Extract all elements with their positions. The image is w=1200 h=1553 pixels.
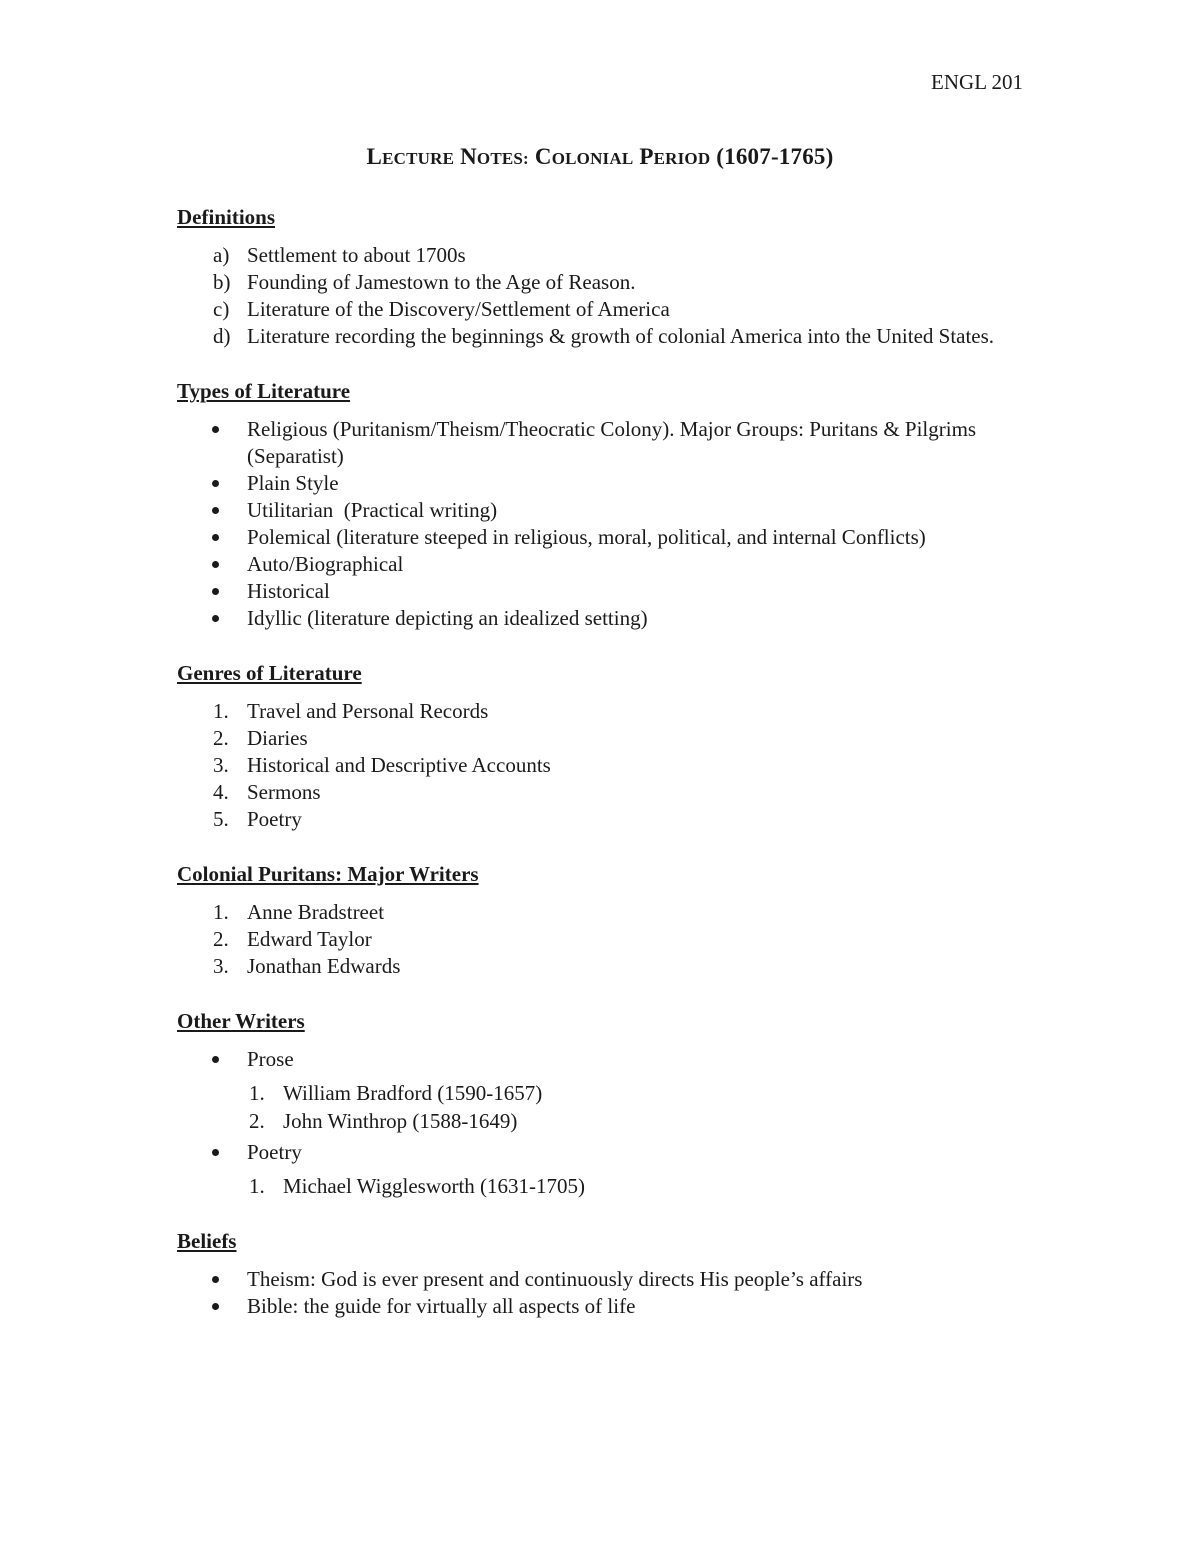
list-item: a) Settlement to about 1700s [213,243,466,267]
list-item: 1. Anne Bradstreet [213,900,385,924]
poetry-sublist [247,1172,1027,1200]
list-item: c) Literature of the Discovery/Settlement of America [213,297,670,321]
bullet-icon [212,615,219,622]
list-item: 3. Historical and Descriptive Accounts [213,753,551,777]
page-title: LECTURE NOTES: COLONIAL PERIOD (1607-1765) [366,144,834,169]
document-body [177,204,1027,1348]
list-item: 1. Michael Wigglesworth (1631-1705) [249,1174,586,1198]
bullet-icon [212,1149,219,1156]
definitions-list [177,242,1027,350]
list-item: Idyllic (literature depicting an idealized setting) [177,605,1027,632]
bullet-icon [212,507,219,514]
list-item: Religious (Puritanism/Theism/Theocratic Colony). Major Groups: Puritans & Pilgrims (Separatist) [177,416,1027,470]
bullet-icon [212,588,219,595]
list-item: 4. Sermons [213,780,321,804]
section-heading-genres: Genres of Literature [177,661,362,685]
course-code: ENGL 201 [931,70,1023,94]
list-item: Utilitarian (Practical writing) [177,497,1027,524]
list-item: Theism: God is ever present and continuously directs His people’s affairs [177,1266,1027,1293]
list-item: Plain Style [177,470,1027,497]
bullet-icon [212,426,219,433]
list-item: 2. Edward Taylor [213,927,372,951]
list-item: d) Literature recording the beginnings & growth of colonial America into the United States. [213,324,995,348]
bullet-icon [212,1056,219,1063]
bullet-icon [212,534,219,541]
puritans-list [177,899,1027,980]
bullet-icon [212,480,219,487]
list-item: 2. Diaries [213,726,308,750]
bullet-icon [212,1276,219,1283]
bullet-icon [212,1303,219,1310]
section-heading-other-writers: Other Writers [177,1009,305,1033]
bullet-icon [212,561,219,568]
section-heading-beliefs: Beliefs [177,1229,237,1253]
beliefs-list [177,1266,1027,1320]
list-item: Polemical (literature steeped in religious, moral, political, and internal Conflicts) [177,524,1027,551]
section-heading-puritans: Colonial Puritans: Major Writers [177,862,479,886]
list-item: 2. John Winthrop (1588-1649) [249,1109,518,1133]
list-item: Bible: the guide for virtually all aspects of life [177,1293,1027,1320]
list-item: 3. Jonathan Edwards [213,954,401,978]
list-item: 1. Travel and Personal Records [213,699,489,723]
list-item: Historical [177,578,1027,605]
types-list [177,416,1027,632]
other-writers-list [177,1046,1027,1200]
genres-list [177,698,1027,833]
list-item: Auto/Biographical [177,551,1027,578]
list-item: 1. William Bradford (1590-1657) [249,1081,543,1105]
prose-sublist [247,1079,1027,1135]
list-item: Prose 1. William Bradford (1590-1657) 2. John Winthrop (1588-1649) [177,1046,1027,1135]
list-item: 5. Poetry [213,807,302,831]
section-heading-definitions: Definitions [177,205,276,229]
list-item: b) Founding of Jamestown to the Age of Reason. [213,270,636,294]
section-heading-types: Types of Literature [177,379,351,403]
list-item: Poetry 1. Michael Wigglesworth (1631-1705) [177,1139,1027,1200]
